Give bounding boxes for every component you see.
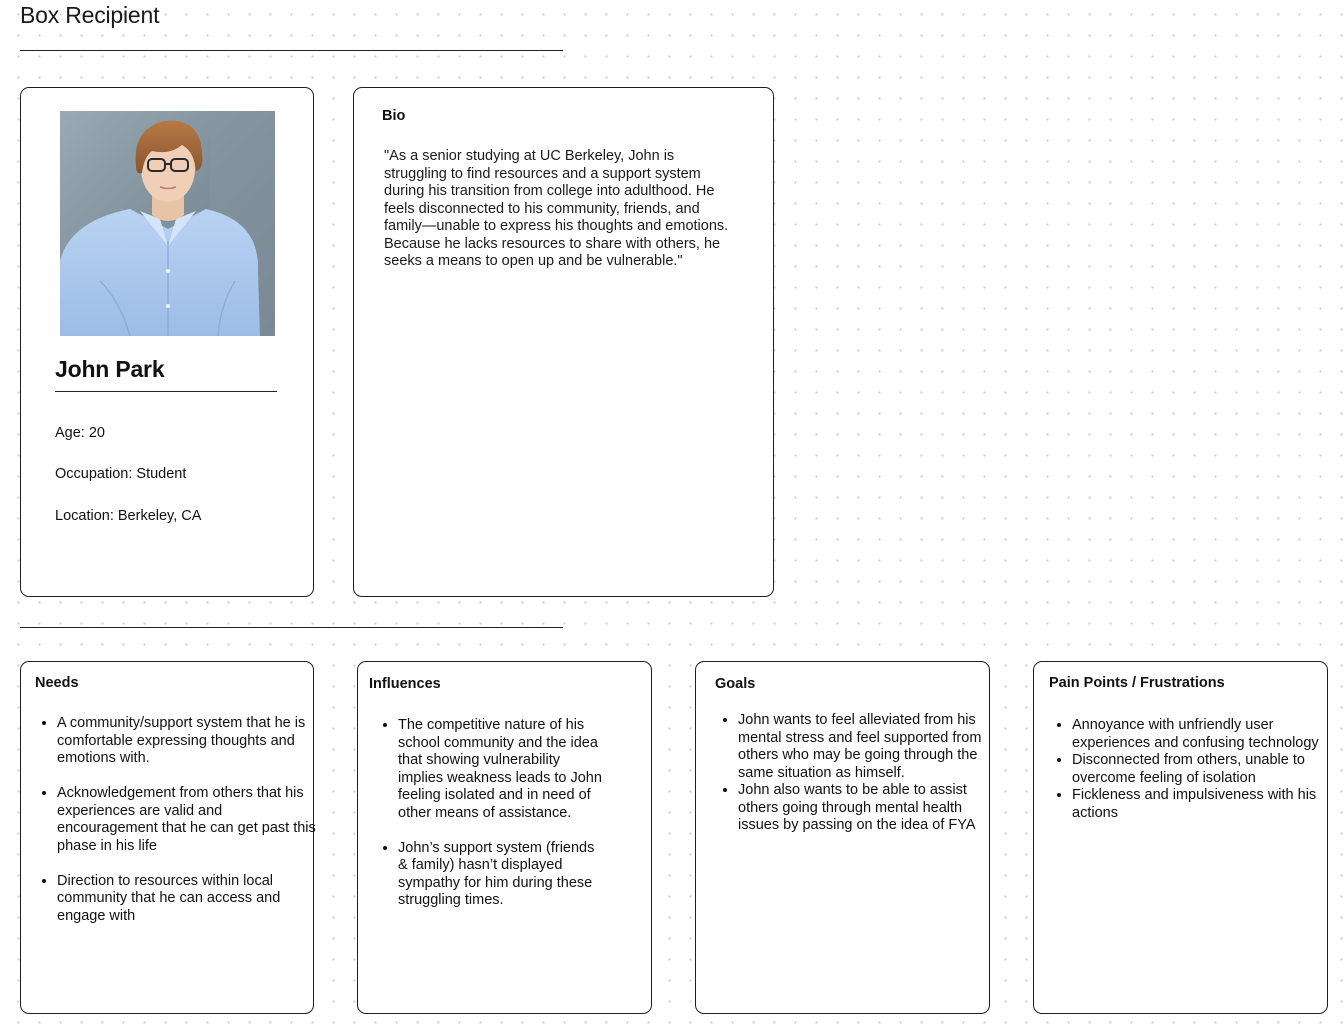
goals-card (695, 661, 990, 1014)
goals-heading: Goals (715, 676, 756, 692)
pain-points-heading: Pain Points / Frustrations (1049, 675, 1225, 691)
influences-heading: Influences (369, 676, 441, 692)
bio-heading: Bio (382, 108, 406, 124)
profile-age: Age: 20 (55, 425, 105, 441)
profile-location: Location: Berkeley, CA (55, 508, 202, 524)
list-item: • John also wants to be able to assist others going through mental health issues by passing on the idea of FYA (738, 782, 984, 835)
profile-name: John Park (55, 356, 165, 382)
profile-photo (60, 111, 275, 336)
pain-points-card (1033, 661, 1328, 1014)
list-item: • Annoyance with unfriendly user experiences and confusing technology (1072, 717, 1324, 752)
influences-list (376, 717, 603, 910)
needs-heading: Needs (35, 675, 79, 691)
pain-points-list (1050, 717, 1324, 822)
section-divider (20, 627, 563, 628)
title-divider (20, 50, 563, 51)
bio-card (353, 87, 774, 597)
name-divider (55, 391, 277, 392)
influences-card (357, 661, 652, 1014)
list-item: • Acknowledgement from others that his experiences are valid and encouragement that he can get past this phase in his life (57, 785, 319, 855)
list-item: • The competitive nature of his school community and the idea that showing vulnerability implies weakness leads to John feeling isolated and in need of other means of assistance. (398, 717, 603, 822)
needs-card (20, 661, 314, 1014)
needs-list (35, 715, 319, 925)
list-item: • Direction to resources within local community that he can access and engage with (57, 873, 319, 926)
list-item: • John’s support system (friends & family) hasn’t displayed sympathy for him during these struggling times. (398, 840, 603, 910)
profile-card (20, 87, 314, 597)
list-item: • John wants to feel alleviated from his mental stress and feel supported from others who may be going through the same situation as himself. (738, 712, 984, 782)
person-image (60, 111, 275, 336)
bio-text: "As a senior studying at UC Berkeley, John is struggling to find resources and a support system during his transition from college into adulthood. He feels disconnected to his community, friends, and family—unable to express his thoughts and emotions. Because he lacks resources to share with others, he seeks a means to open up and be vulnerable." (384, 148, 729, 269)
profile-occupation: Occupation: Student (55, 466, 187, 482)
list-item: • Fickleness and impulsiveness with his actions (1072, 787, 1324, 822)
page-title: Box Recipient (20, 2, 160, 28)
list-item: • A community/support system that he is comfortable expressing thoughts and emotions with. (57, 715, 319, 768)
list-item: • Disconnected from others, unable to overcome feeling of isolation (1072, 752, 1324, 787)
goals-list (716, 712, 984, 835)
